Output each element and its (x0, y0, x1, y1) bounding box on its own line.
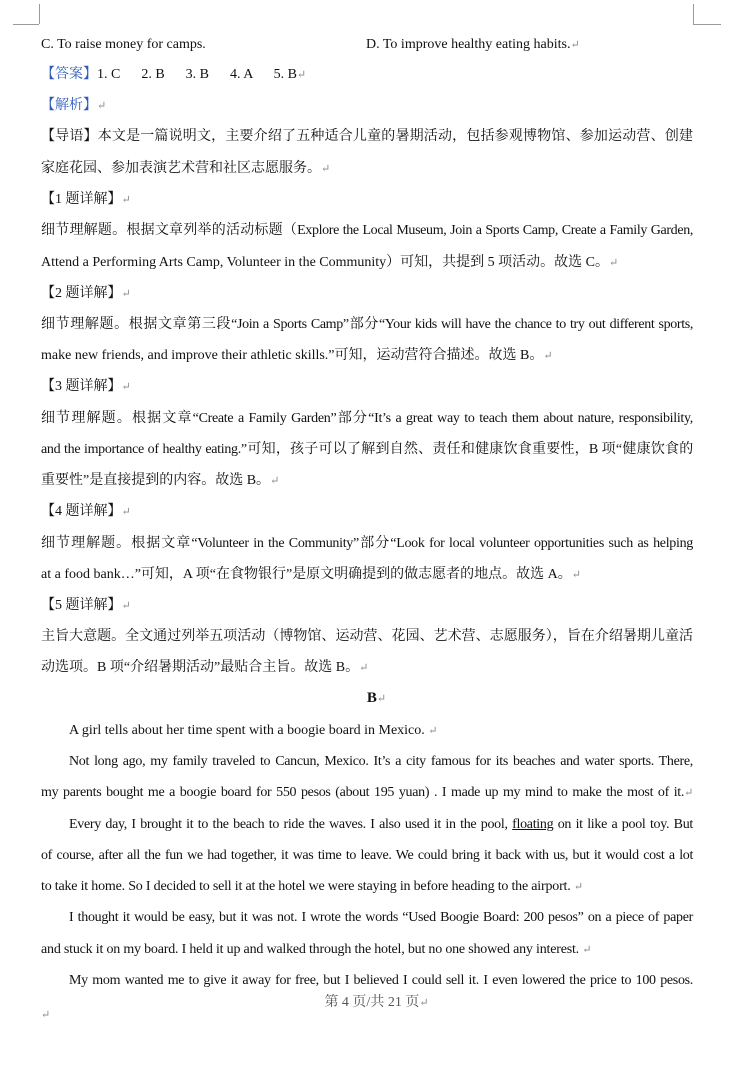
answer-label: 【答案】 (41, 67, 97, 82)
q5-heading: 【5 题详解】↵ (41, 598, 131, 613)
crop-mark-right-vertical (693, 4, 694, 24)
q1-line-2: Attend a Performing Arts Camp, Volunteer in the Community）可知，共提到 5 项活动。故选 C。↵ (41, 255, 619, 270)
trailing-paragraph-mark: ↵ (41, 1009, 51, 1021)
passage-p3-line-2: of course, after all the fun we had together, it was time to leave. We could bring it back with us, but it would cost a lot (41, 848, 693, 863)
passage-p3-line-1: Every day, I brought it to the beach to ride the waves. I also used it in the pool, floating on it like a pool toy. But (69, 817, 693, 832)
q2-line-2: make new friends, and improve their athletic skills.”可知，运动营符合描述。故选 B。↵ (41, 348, 553, 363)
q4-line-2: at a food bank…”可知，A 项“在食物银行”是原文明确提到的做志愿者的地点。故选 A。↵ (41, 567, 582, 582)
option-d: D. To improve healthy eating habits.↵ (366, 37, 580, 52)
q4-line-1: 细节理解题。根据文章“Volunteer in the Community”部分“Look for local volunteer opportunities such as helping (41, 536, 693, 551)
answer-values: 1. C 2. B 3. B 4. A 5. B (97, 67, 297, 82)
q2-heading: 【2 题详解】↵ (41, 286, 131, 301)
page-footer: 第 4 页/共 21 页↵ (324, 995, 429, 1010)
crop-mark-left-horizontal (13, 24, 39, 25)
q3-line-1: 细节理解题。根据文章“Create a Family Garden”部分“It’s a great way to teach them about nature, responsibility, (41, 411, 693, 426)
analysis-heading: 【解析】↵ (41, 98, 107, 113)
intro-line-1: 【导语】本文是一篇说明文，主要介绍了五种适合儿童的暑期活动，包括参观博物馆、参加运动营、创建 (41, 129, 693, 144)
section-heading-b: B↵ (366, 690, 387, 706)
q3-line-3: 重要性”是直接提到的内容。故选 B。↵ (41, 473, 280, 488)
underlined-word-floating: floating (512, 817, 554, 832)
q5-line-2: 动选项。B 项“介绍暑期活动”最贴合主旨。故选 B。↵ (41, 660, 369, 675)
intro-line-2: 家庭花园、参加表演艺术营和社区志愿服务。↵ (41, 161, 331, 176)
crop-mark-left-vertical (39, 4, 40, 24)
q1-heading: 【1 题详解】↵ (41, 192, 131, 207)
passage-p3-line-3: to take it home. So I decided to sell it at the hotel we were staying in before heading to the airport. ↵ (41, 879, 583, 894)
crop-mark-right-horizontal (693, 24, 721, 25)
passage-p2-line-1: Not long ago, my family traveled to Cancun, Mexico. It’s a city famous for its beaches and water sports. There, (69, 754, 693, 769)
passage-p5-line-1: My mom wanted me to give it away for free, but I believed I could sell it. I even lowered the price to 100 pesos. (69, 973, 693, 988)
q4-heading: 【4 题详解】↵ (41, 504, 131, 519)
passage-p4-line-1: I thought it would be easy, but it was not. I wrote the words “Used Boogie Board: 200 pesos” on a piece of paper (69, 910, 693, 925)
answer-row: 【答案】1. C 2. B 3. B 4. A 5. B↵ (41, 67, 307, 82)
passage-p1: A girl tells about her time spent with a boogie board in Mexico. ↵ (69, 723, 438, 738)
q2-line-1: 细节理解题。根据文章第三段“Join a Sports Camp”部分“Your kids will have the chance to try out different sports, (41, 317, 693, 332)
passage-p2-line-2: my parents bought me a boogie board for 550 pesos (about 195 yuan) . I made up my mind to make the most of it.↵ (41, 785, 693, 800)
q1-line-1: 细节理解题。根据文章列举的活动标题（Explore the Local Museum, Join a Sports Camp, Create a Family Garden, (41, 223, 693, 238)
analysis-label: 【解析】 (41, 98, 97, 113)
option-c: C. To raise money for camps. (41, 37, 206, 52)
passage-p4-line-2: and stuck it on my board. I held it up and walked through the hotel, but no one showed any interest. ↵ (41, 942, 592, 957)
q3-heading: 【3 题详解】↵ (41, 379, 131, 394)
options-row (41, 36, 693, 54)
q5-line-1: 主旨大意题。全文通过列举五项活动（博物馆、运动营、花园、艺术营、志愿服务），旨在介绍暑期儿童活 (41, 629, 693, 644)
q3-line-2: and the importance of healthy eating.”可知，孩子可以了解到自然、责任和健康饮食重要性，B 项“健康饮食的 (41, 442, 693, 457)
